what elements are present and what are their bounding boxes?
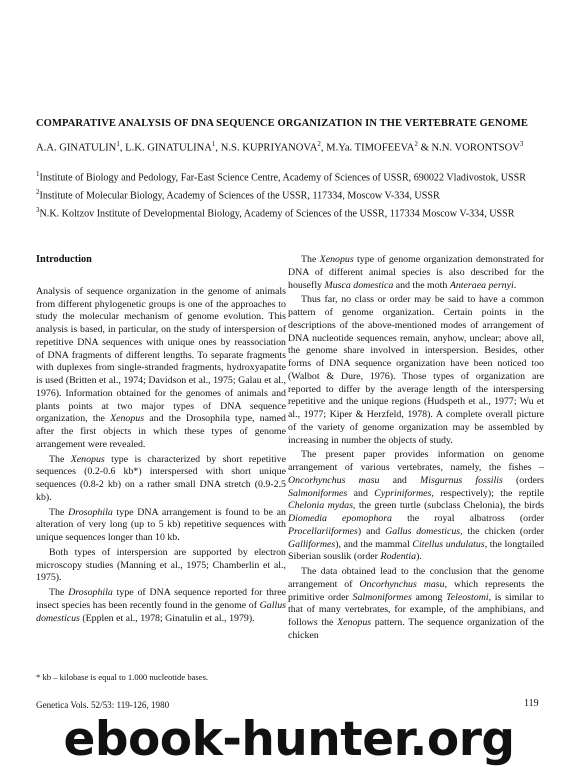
paragraph: The data obtained lead to the conclusion that the genome arrangement of Oncorhynchus masu, which represents the primitive order Salmoniformes among Teleostomi, is similar to that of many vertebrates, for example, of the amphibians, and follows the Xenopus pattern. The sequence organization of the chicken [288, 566, 544, 641]
affiliation: $^2$Institute of Molecular Biology, Academy of Sciences of the USSR, 117334, Moscow V-334, USSR [36, 188, 440, 202]
affiliation: $^1$Institute of Biology and Pedology, Far-East Science Centre, Academy of Sciences of USSR, 690022 Vladivostok, USSR [36, 170, 526, 184]
author-affiliation-mark: 2 [414, 140, 418, 148]
paragraph: Thus far, no class or order may be said to have a common pattern of genome organization. Certain points in the descriptions of the above-mentioned modes of arrangement of DNA nucleotide sequences remain, anyhow, unclear; above all, the genome share involved in interspersion. Besides, other forms of DNA sequence organization have been noticed too (Walbot & Dure, 1976). Those types of organization are reported to differ by the average length of the interspersing repetitive and the unique regions (Hudspeth et al., 1977; Wu et al., 1977; Kiper & Herzfeld, 1978). A complete overall picture of the variety of genome organization may be assembled by increasing in number the objects of study. [288, 294, 544, 446]
paper-title: COMPARATIVE ANALYSIS OF DNA SEQUENCE ORGANIZATION IN THE VERTEBRATE GENOME [36, 118, 528, 129]
watermark-banner: ebook-hunter.org [63, 711, 515, 767]
page-number: 119 [524, 698, 539, 709]
section-heading: Introduction [36, 254, 92, 265]
right-column [288, 254, 544, 645]
author: M.Ya. TIMOFEEVA [326, 142, 415, 154]
paragraph: The present paper provides information on genome arrangement of various vertebrates, namely, the fishes – Oncorhynchus masu and Misgurnus fossilis (orders Salmoniformes and Cypriniformes, respectively); the reptile Chelonia mydas, the green turtle (subclass Chelonia), the birds Diomedia epomophora the royal albatross (order Procellariiformes) and Gallus domesticus, the chicken (order Galliformes), and the mammal Citellus undulatus, the longtailed Siberian souslik (order Rodentia). [288, 449, 544, 563]
paragraph: Analysis of sequence organization in the genome of animals from different phylogenetic groups is one of the approaches to study the molecular mechanism of genome evolution. This analysis is based, in particular, on the study of interspersion of repetitive DNA sequences with unique ones by reassociation of DNA fragments of different lengths. To separate fragments with duplexes from single-stranded fragments, hydroxyapatite is used (Britten et al., 1974; Davidson et al., 1975; Galau et al., 1976). Information obtained for the genomes of animals and plants points at two major types of DNA sequence organization, the Xenopus and the Drosophila type, named after the first objects in which these types of genome arrangement were revealed. [36, 285, 286, 450]
footnote: * kb – kilobase is equal to 1.000 nucleotide bases. [36, 672, 209, 682]
author: N.S. KUPRIYANOVA [220, 142, 318, 154]
paragraph: The Xenopus type is characterized by short repetitive sequences (0.2-0.6 kb*) interspersed with short unique sequences (0.8-2 kb) on a rather small DNA stretch (0.9-2.5 kb). [36, 453, 286, 503]
author-affiliation-mark: 2 [317, 140, 321, 148]
affiliation-list [36, 168, 558, 222]
paragraph: The Drosophila type of DNA sequence reported for three insect species has been recently found in the genome of Gallus domesticus (Epplen et al., 1978; Ginatulin et al., 1979). [36, 587, 286, 624]
author-affiliation-mark: 1 [211, 140, 216, 148]
author: A.A. GINATULIN [36, 142, 117, 154]
author-affiliation-mark: 3 [519, 140, 524, 148]
author-affiliation-mark: 1 [116, 140, 120, 148]
paragraph: The Drosophila type DNA arrangement is found to be an alteration of very long (up to 5 kb) repetitive sequences with unique sequences longer than 10 kb. [36, 506, 286, 543]
paragraph: The Xenopus type of genome organization demonstrated for DNA of different animal species is also described for the housefly Musca domestica and the moth Anteraea pernyi. [288, 254, 544, 291]
author: N.N. VORONTSOV [431, 142, 520, 154]
paragraph: Both types of interspersion are supported by electron microscopy studies (Manning et al., 1975; Chamberlin et al., 1975). [36, 546, 286, 584]
left-column [36, 254, 286, 627]
author: L.K. GINATULINA [125, 142, 212, 154]
author-list: A.A. GINATULIN$^1$, L.K. GINATULINA$^1$, N.S. KUPRIYANOVA$^2$, M.Ya. TIMOFEEVA$^2$ & N.N. VORONTSOV$^3$ [36, 140, 524, 154]
affiliation: $^3$N.K. Koltzov Institute of Developmental Biology, Academy of Sciences of the USSR, 117334 Moscow V-334, USSR [36, 206, 515, 220]
journal-citation: Genetica Vols. 52/53: 119-126, 1980 [36, 700, 170, 710]
